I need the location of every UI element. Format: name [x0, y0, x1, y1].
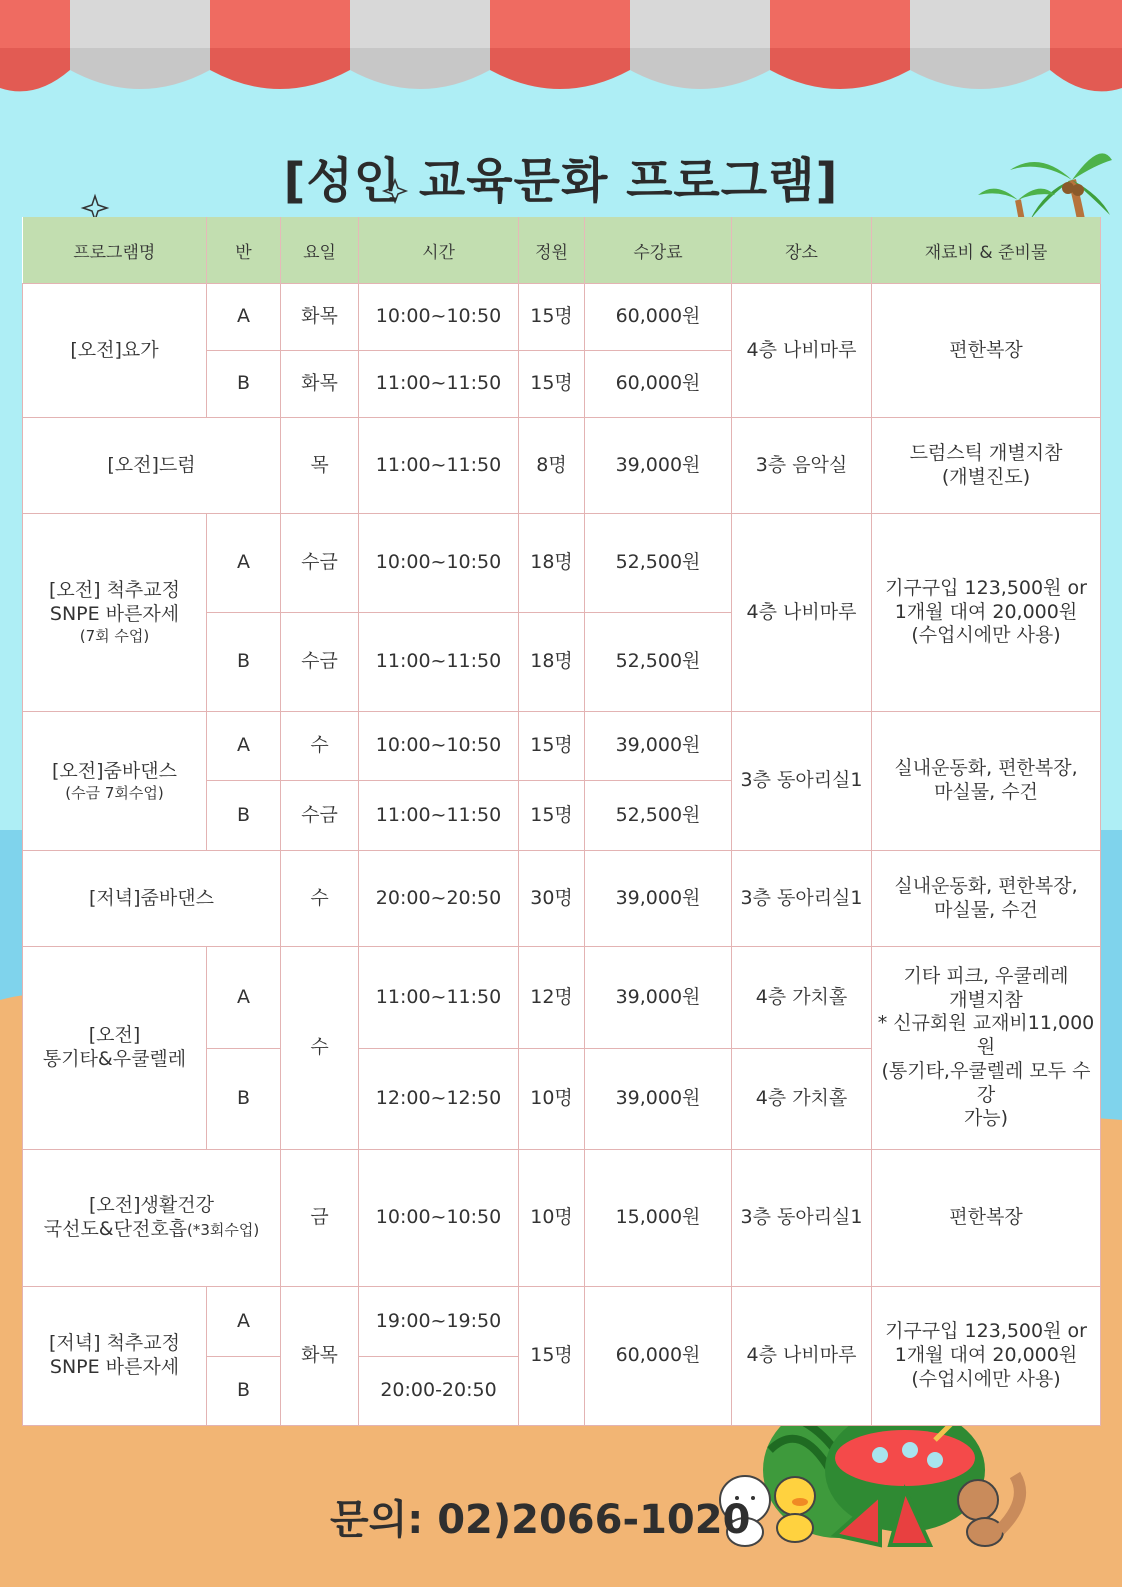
note-line: 기타 피크, 우쿨레레 — [903, 964, 1069, 987]
awning — [0, 0, 1122, 91]
materials-cell — [872, 947, 1101, 1150]
place-cell: 4층 가치홀 — [732, 1049, 872, 1150]
day-cell: 목 — [281, 418, 359, 514]
class-cell: B — [207, 1357, 281, 1426]
time-cell: 10:00~10:50 — [359, 284, 519, 351]
program-name: [오전]요가 — [23, 284, 207, 418]
note-line: 실내운동화, 편한복장, — [894, 757, 1078, 780]
place-cell: 4층 가치홀 — [732, 947, 872, 1049]
name-line: 국선도&단전호흡 — [43, 1218, 188, 1240]
note-line: 개별지참 — [949, 988, 1023, 1011]
time-cell: 10:00~10:50 — [359, 712, 519, 781]
program-table — [22, 217, 1101, 1426]
header-class: 반 — [207, 217, 281, 284]
fee-cell: 52,500원 — [585, 514, 732, 613]
table-row — [23, 1287, 1101, 1357]
name-line: [저녁] 척추교정 — [49, 1332, 180, 1355]
class-cell: A — [207, 947, 281, 1049]
place-cell: 4층 나비마루 — [732, 284, 872, 418]
header-row — [23, 217, 1101, 284]
note-line: 마실물, 수건 — [934, 781, 1038, 803]
header-program: 프로그램명 — [23, 217, 207, 284]
materials-cell — [872, 418, 1101, 514]
note-line: 1개월 대여 20,000원 — [894, 600, 1078, 623]
time-cell: 10:00~10:50 — [359, 514, 519, 613]
fee-cell: 52,500원 — [585, 781, 732, 851]
program-name — [23, 947, 207, 1150]
table-row — [23, 418, 1101, 514]
place-cell: 4층 나비마루 — [732, 1287, 872, 1426]
place-cell: 3층 음악실 — [732, 418, 872, 514]
day-cell: 화목 — [281, 351, 359, 418]
page-title: [성인 교육문화 프로그램] — [283, 153, 839, 209]
program-name — [23, 712, 207, 851]
capacity-cell: 18명 — [519, 613, 585, 712]
note-line: 실내운동화, 편한복장, — [894, 874, 1078, 897]
header-place: 장소 — [732, 217, 872, 284]
table-row — [23, 947, 1101, 1049]
class-cell: B — [207, 351, 281, 418]
day-cell: 금 — [281, 1150, 359, 1287]
day-cell: 수금 — [281, 613, 359, 712]
header-capacity: 정원 — [519, 217, 585, 284]
name-line: [오전]줌바댄스 — [52, 759, 177, 782]
materials-cell: 편한복장 — [872, 1150, 1101, 1287]
time-cell: 10:00~10:50 — [359, 1150, 519, 1287]
day-cell: 수금 — [281, 781, 359, 851]
table-row — [23, 1150, 1101, 1287]
day-cell: 수 — [281, 851, 359, 947]
name-sub: (*3회수업) — [187, 1221, 260, 1239]
time-cell: 11:00~11:50 — [359, 418, 519, 514]
class-cell: A — [207, 712, 281, 781]
table-row — [23, 514, 1101, 613]
note-line: 기구구입 123,500원 or — [885, 1320, 1087, 1343]
table-row — [23, 712, 1101, 781]
class-cell: A — [207, 284, 281, 351]
time-cell: 11:00~11:50 — [359, 351, 519, 418]
name-line: [오전] 척추교정 — [49, 579, 180, 602]
day-cell: 화목 — [281, 1287, 359, 1426]
capacity-cell: 18명 — [519, 514, 585, 613]
fee-cell: 52,500원 — [585, 613, 732, 712]
header-day: 요일 — [281, 217, 359, 284]
place-cell: 3층 동아리실1 — [732, 712, 872, 851]
note-line: * 신규회원 교재비11,000원 — [877, 1012, 1095, 1059]
program-name — [23, 1150, 281, 1287]
note-line: 가능) — [963, 1107, 1009, 1130]
name-line: [오전]생활건강 — [89, 1194, 214, 1217]
fee-cell: 39,000원 — [585, 712, 732, 781]
time-cell: 20:00~20:50 — [359, 851, 519, 947]
header-fee: 수강료 — [585, 217, 732, 284]
table-row — [23, 284, 1101, 351]
capacity-cell: 10명 — [519, 1049, 585, 1150]
time-cell: 20:00-20:50 — [359, 1357, 519, 1426]
fee-cell: 15,000원 — [585, 1150, 732, 1287]
program-name — [23, 514, 207, 712]
time-cell: 12:00~12:50 — [359, 1049, 519, 1150]
capacity-cell: 10명 — [519, 1150, 585, 1287]
note-line: 드럼스틱 개별지참 — [909, 441, 1063, 464]
header-materials: 재료비 & 준비물 — [872, 217, 1101, 284]
capacity-cell: 15명 — [519, 781, 585, 851]
program-name: [오전]드럼 — [23, 418, 281, 514]
capacity-cell: 8명 — [519, 418, 585, 514]
time-cell: 11:00~11:50 — [359, 781, 519, 851]
time-cell: 19:00~19:50 — [359, 1287, 519, 1357]
capacity-cell: 15명 — [519, 1287, 585, 1426]
capacity-cell: 15명 — [519, 351, 585, 418]
capacity-cell: 12명 — [519, 947, 585, 1049]
capacity-cell: 15명 — [519, 284, 585, 351]
fee-cell: 39,000원 — [585, 1049, 732, 1150]
class-cell: A — [207, 1287, 281, 1357]
day-cell: 수 — [281, 712, 359, 781]
note-line: (수업시에만 사용) — [911, 624, 1061, 647]
class-cell: A — [207, 514, 281, 613]
fee-cell: 60,000원 — [585, 351, 732, 418]
table-row — [23, 851, 1101, 947]
fee-cell: 39,000원 — [585, 418, 732, 514]
name-line: 통기타&우쿨렐레 — [42, 1048, 187, 1070]
name-line: SNPE 바른자세 — [49, 1356, 180, 1378]
note-line: 마실물, 수건 — [934, 898, 1038, 921]
program-name — [23, 1287, 207, 1426]
day-cell: 화목 — [281, 284, 359, 351]
class-cell: B — [207, 781, 281, 851]
materials-cell — [872, 1287, 1101, 1426]
materials-cell — [872, 514, 1101, 712]
capacity-cell: 15명 — [519, 712, 585, 781]
capacity-cell: 30명 — [519, 851, 585, 947]
class-cell: B — [207, 613, 281, 712]
time-cell: 11:00~11:50 — [359, 947, 519, 1049]
fee-cell: 39,000원 — [585, 851, 732, 947]
materials-cell: 편한복장 — [872, 284, 1101, 418]
class-cell: B — [207, 1049, 281, 1150]
place-cell: 4층 나비마루 — [732, 514, 872, 712]
place-cell: 3층 동아리실1 — [732, 1150, 872, 1287]
note-line: 기구구입 123,500원 or — [885, 576, 1087, 599]
day-cell: 수금 — [281, 514, 359, 613]
name-sub: (수금 7회수업) — [65, 783, 164, 802]
contact-info: 문의: 02)2066-1020 — [330, 1497, 751, 1543]
materials-cell — [872, 712, 1101, 851]
name-sub: (7회 수업) — [79, 626, 150, 645]
materials-cell — [872, 851, 1101, 947]
program-name: [저녁]줌바댄스 — [23, 851, 281, 947]
fee-cell: 60,000원 — [585, 284, 732, 351]
note-line: (개별진도) — [941, 465, 1031, 488]
day-cell: 수 — [281, 947, 359, 1150]
name-line: SNPE 바른자세 — [49, 603, 180, 626]
fee-cell: 60,000원 — [585, 1287, 732, 1426]
place-cell: 3층 동아리실1 — [732, 851, 872, 947]
fee-cell: 39,000원 — [585, 947, 732, 1049]
note-line: (통기타,우쿨렐레 모두 수강 — [881, 1059, 1091, 1106]
note-line: (수업시에만 사용) — [911, 1367, 1061, 1390]
note-line: 1개월 대여 20,000원 — [894, 1344, 1078, 1367]
time-cell: 11:00~11:50 — [359, 613, 519, 712]
header-time: 시간 — [359, 217, 519, 284]
name-line: [오전] — [88, 1024, 141, 1047]
